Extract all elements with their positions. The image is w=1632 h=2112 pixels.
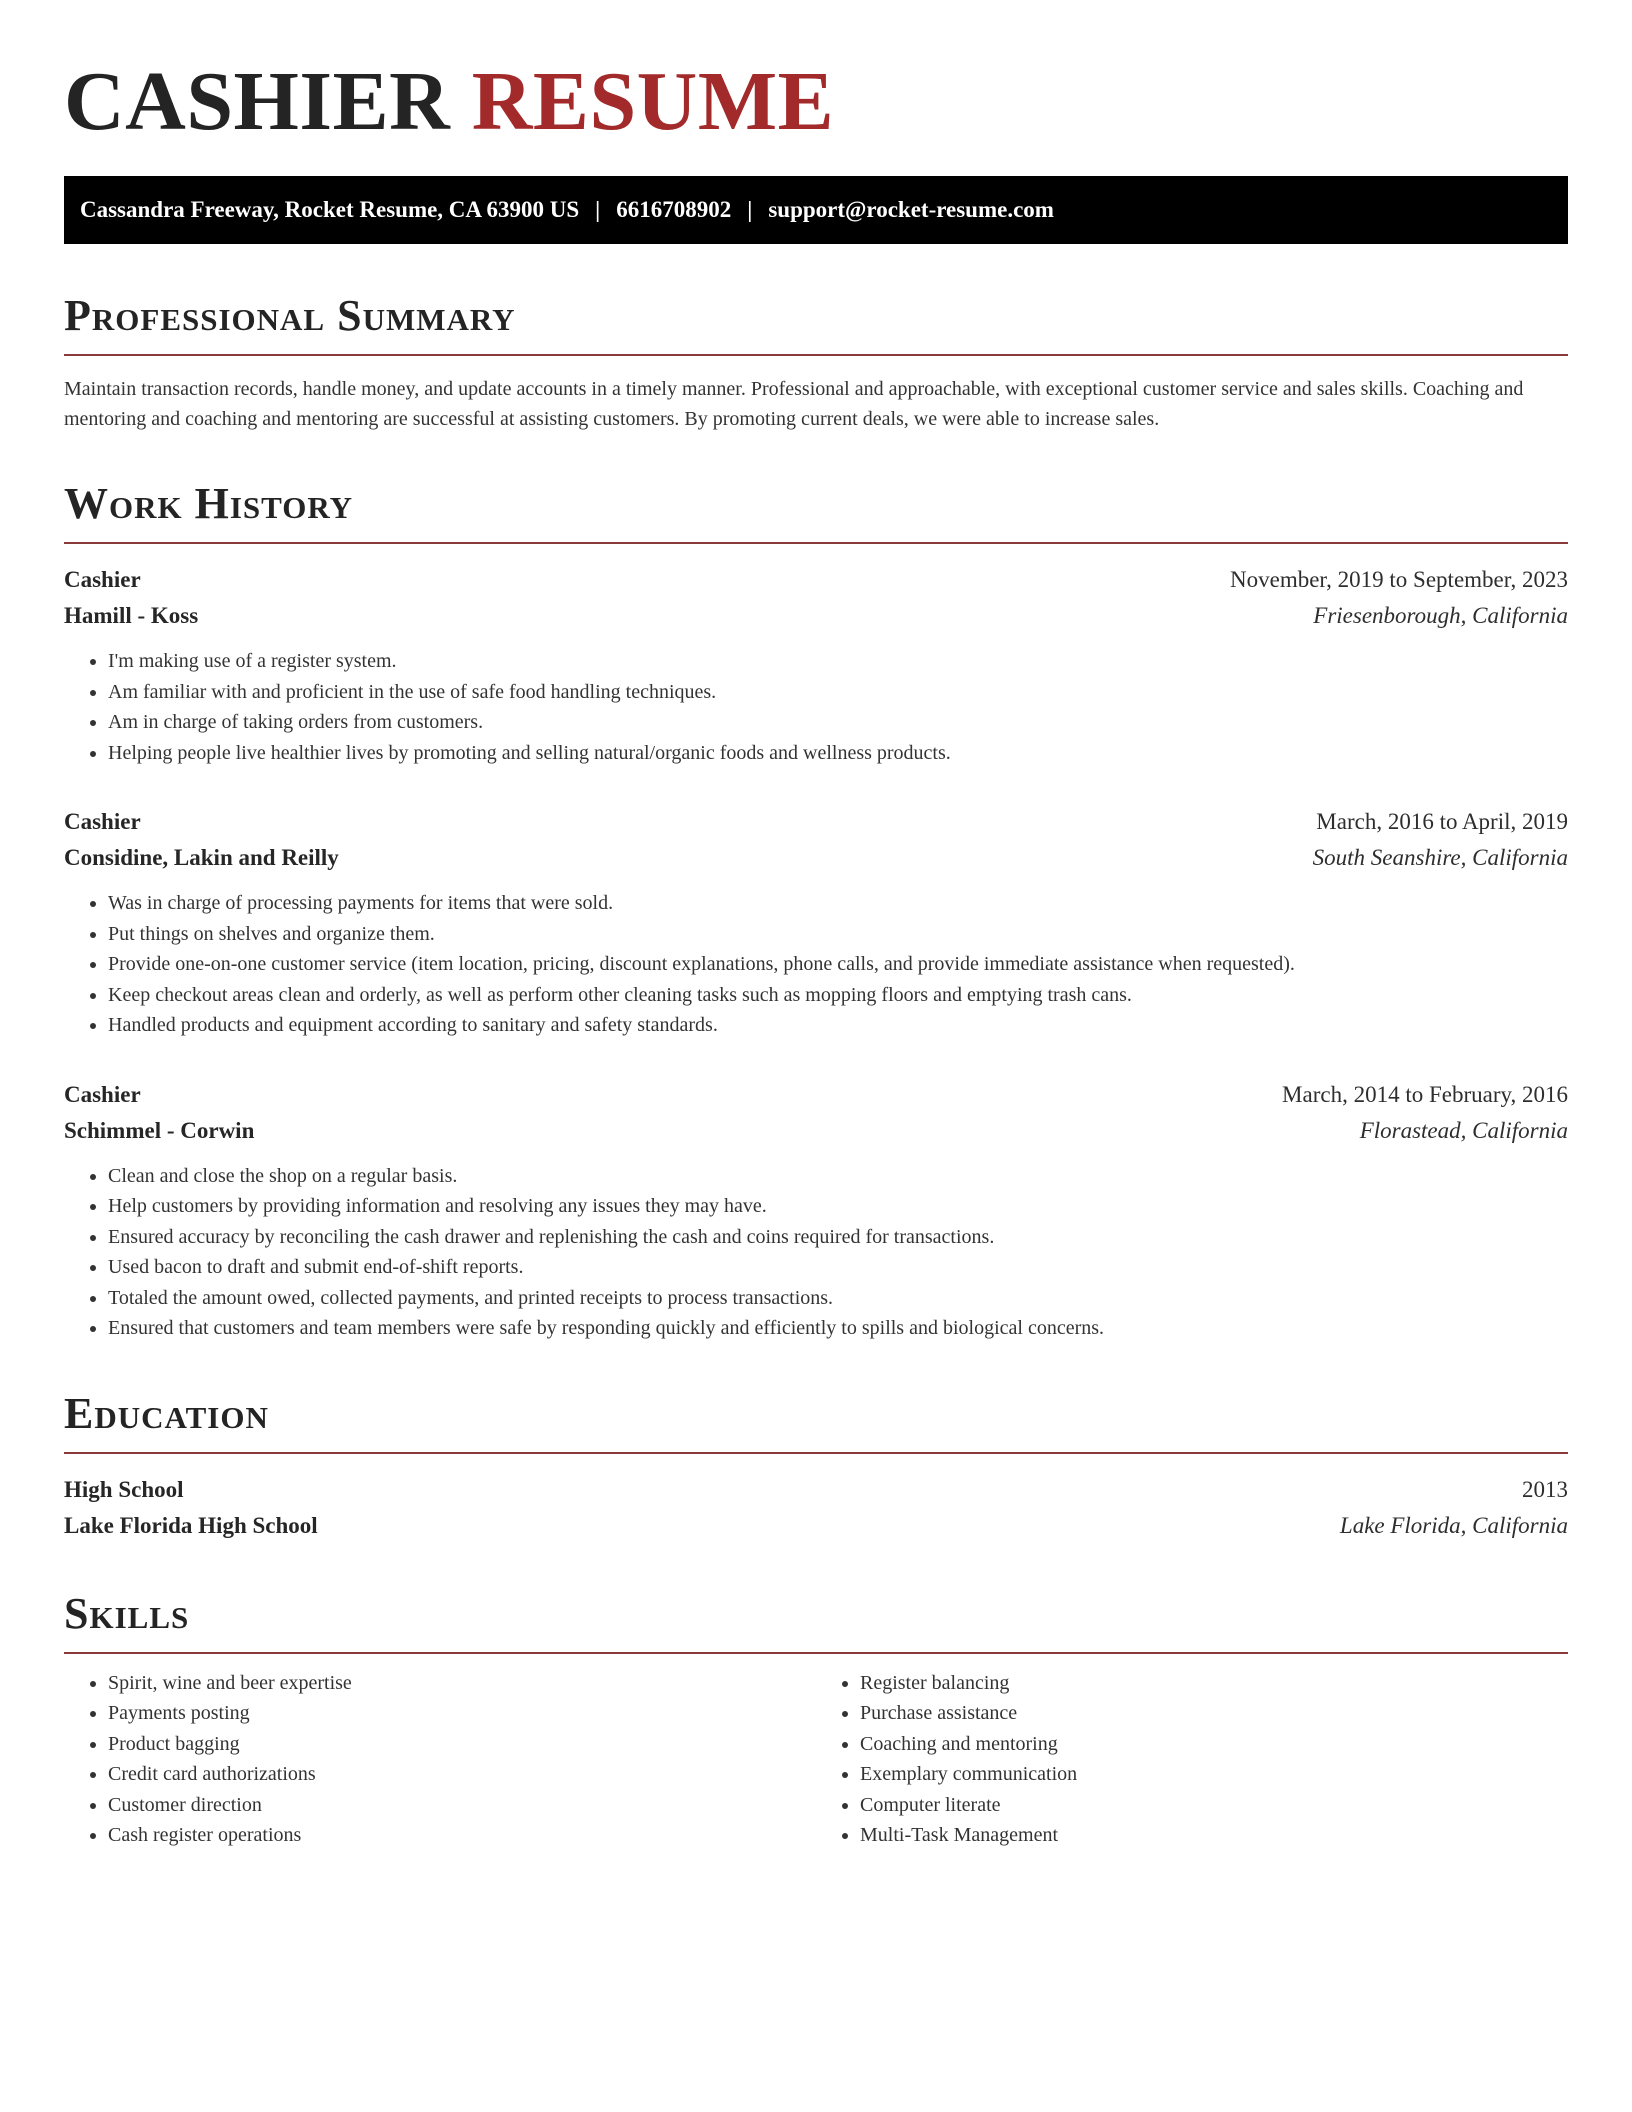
title-main: CASHIER [64,55,451,148]
list-item: • Computer literate [860,1790,1568,1821]
job-location: Florastead, California [1359,1117,1568,1143]
job-dates: March, 2016 to April, 2019 [1316,809,1568,834]
skills-right-list [816,1668,1568,1851]
contact-bar [64,176,1568,244]
job-title-row [64,562,1568,598]
education-degree-row [64,1472,1568,1508]
job-bullets [64,1161,1568,1344]
list-item: • Multi-Task Management [860,1820,1568,1851]
contact-address: Cassandra Freeway, Rocket Resume, CA 63900 US [80,197,580,222]
job-location: Friesenborough, California [1313,603,1568,628]
summary-heading: Professional Summary [64,290,1568,356]
list-item: • Purchase assistance [860,1698,1568,1729]
job-company-row [64,840,1568,876]
list-item: • Helping people live healthier lives by promoting and selling natural/organic foods and wellness products. [108,738,1568,769]
list-item: • Totaled the amount owed, collected payments, and printed receipts to process transactions. [108,1283,1568,1314]
list-item: • Ensured accuracy by reconciling the cash drawer and replenishing the cash and coins required for transactions. [108,1222,1568,1253]
contact-separator: | [747,197,753,222]
list-item: • Help customers by providing information and resolving any issues they may have. [108,1191,1568,1222]
job-title-row [64,1077,1568,1113]
job-dates: November, 2019 to September, 2023 [1230,567,1568,592]
list-item: • Customer direction [108,1790,816,1821]
education-heading: Education [64,1388,1568,1454]
job-entry [64,804,1568,1041]
job-bullets [64,888,1568,1041]
list-item: • Register balancing [860,1668,1568,1699]
list-item: • I'm making use of a register system. [108,646,1568,677]
list-item: • Product bagging [108,1729,816,1760]
list-item: • Payments posting [108,1698,816,1729]
education-year: 2013 [1522,1476,1568,1502]
list-item: • Cash register operations [108,1820,816,1851]
job-company-row [64,598,1568,634]
skills-columns [64,1668,1568,1851]
list-item: • Credit card authorizations [108,1759,816,1790]
job-title: Cashier [64,809,141,834]
list-item: • Spirit, wine and beer expertise [108,1668,816,1699]
list-item: • Used bacon to draft and submit end-of-shift reports. [108,1252,1568,1283]
work-history-heading: Work History [64,478,1568,544]
title-accent: RESUME [471,55,835,148]
list-item: • Exemplary communication [860,1759,1568,1790]
job-entry [64,1077,1568,1344]
job-company: Considine, Lakin and Reilly [64,845,339,870]
job-location: South Seanshire, California [1312,845,1568,870]
list-item: • Handled products and equipment according to sanitary and safety standards. [108,1010,1568,1041]
education-school-row [64,1508,1568,1544]
job-title: Cashier [64,567,141,592]
education-location: Lake Florida, California [1339,1512,1568,1538]
education-school: Lake Florida High School [64,1512,318,1538]
job-title: Cashier [64,1081,141,1107]
education-entry [64,1472,1568,1544]
resume-title [64,52,1568,152]
contact-separator: | [595,197,601,222]
list-item: • Clean and close the shop on a regular basis. [108,1161,1568,1192]
list-item: • Am familiar with and proficient in the use of safe food handling techniques. [108,677,1568,708]
job-company: Hamill - Koss [64,603,199,628]
summary-text: Maintain transaction records, handle money, and update accounts in a timely manner. Professional and approachable, with exceptional customer service and sales skills. Coaching and mentoring and coaching and mentoring are successful at assisting customers. By promoting current deals, we were able to increase sales. [64,378,1524,430]
job-company-row [64,1113,1568,1149]
job-bullets [64,646,1568,768]
job-company: Schimmel - Corwin [64,1117,255,1143]
skills-heading: Skills [64,1588,1568,1654]
contact-phone: 6616708902 [616,197,732,222]
list-item: • Keep checkout areas clean and orderly, as well as perform other cleaning tasks such as mopping floors and emptying trash cans. [108,980,1568,1011]
contact-email: support@rocket-resume.com [768,197,1054,222]
job-title-row [64,804,1568,840]
list-item: • Coaching and mentoring [860,1729,1568,1760]
job-entry [64,562,1568,768]
list-item: • Put things on shelves and organize them. [108,919,1568,950]
list-item: • Was in charge of processing payments for items that were sold. [108,888,1568,919]
education-degree: High School [64,1476,184,1502]
job-dates: March, 2014 to February, 2016 [1282,1081,1568,1107]
list-item: • Ensured that customers and team members were safe by responding quickly and efficiently to spills and biological concerns. [108,1313,1568,1344]
list-item: • Am in charge of taking orders from customers. [108,707,1568,738]
skills-left-list [64,1668,816,1851]
list-item: • Provide one-on-one customer service (item location, pricing, discount explanations, phone calls, and provide immediate assistance when requested). [108,949,1568,980]
